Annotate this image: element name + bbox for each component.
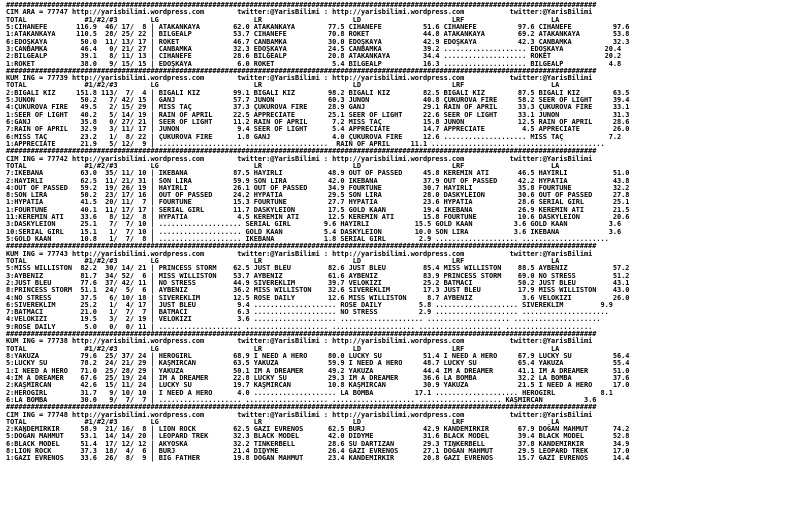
race-section xyxy=(6,68,796,148)
table-row: 2:BILGEALP 39.1 8/ 11/ 13 | CIHANEFE 28.6 BILGEALP 20.8 ATAKANKAYA 34.4 .................... ROKET 20.2 xyxy=(6,52,622,61)
table-row: 8:YAKUZA 79.6 25/ 37/ 24 | HEROGIRL 68.9 I NEED A HERO 80.0 LUCKY SU 51.4 I NEED A HERO 67.9 LUCKY SU 56.4 xyxy=(6,352,630,360)
table-row: 7:IKEBANA 63.0 35/ 11/ 10 | IKEBANA 87.5 HAYIRLI 48.9 OUT OF PASSED 45.8 KEREMIN ATI 46.5 HAYIRLI 51.0 xyxy=(6,169,630,178)
separator-line: ############################################################################################################################################### xyxy=(6,242,597,251)
separator-line: ############################################################################################################################################### xyxy=(6,403,597,412)
race-header: KUM ING = 77738 http://yarisbilimi.wordpress.com twitter:@YarisBilimi : http://yarisbilimi.wordpress.com twitter:@YarisBilimi xyxy=(6,337,593,346)
table-row: 7:BATMACI 21.0 1/ 7/ 7 | BATMACI 6.3 .................... NO STRESS 2.9 .................... ..................... xyxy=(6,308,609,317)
race-section xyxy=(6,148,796,243)
race-section xyxy=(6,331,796,404)
table-row: 8:SON LIRA 50.2 23/ 17/ 16 | OUT OF PASSED 24.2 HYPATIA 29.5 SON LIRA 28.0 DASKYLEION 30.6 OUT OF PASSED 27.8 xyxy=(6,191,630,200)
table-row: 11:KEREMIN ATI 33.6 8/ 12/ 8 | HYPATIA 4.5 KEREMIN ATI 12.5 KEREMIN ATI 15.8 FOURTUNE 10.6 DASKYLEION 20.6 xyxy=(6,213,630,222)
table-row: 2:KANDEMIRKIR 58.9 21/ 16/ 8 | LION ROCK 62.5 GAZI EVRENOS 62.5 BURJ 42.9 KANDEMIRKIR 67.9 DOĞAN MAHMUT 74.2 xyxy=(6,425,630,434)
table-row: 2:BIGALI KIZ 151.8 113/ 7/ 4 | BIGALI KIZ 99.1 BIGALI KIZ 98.2 BIGALI KIZ 82.5 BIGALI KIZ 87.5 BIGALI KIZ 63.5 xyxy=(6,88,630,97)
column-header: TOTAL #1/#2/#3 LG LR LD LRF LA xyxy=(6,15,560,24)
race-header: CIM ARA = 77747 http://yarisbilimi.wordpress.com twitter:@YarisBilimi : http://yarisbilimi.wordpress.com twitter:@YarisBilimi xyxy=(6,8,593,17)
table-row: 4:ÇUKUROVA FIRE 49.5 2/ 15/ 29 | MISS TAÇ 37.3 ÇUKUROVA FIRE 28.9 GANJ 29.1 RAIN OF APRIL 33.3 ÇUKUROVA FIRE 33.1 xyxy=(6,103,630,112)
table-row: 6:BLACK MODEL 51.4 17/ 12/ 12 | AKYOSKA 32.2 TINKERBELL 28.6 SU DARTIZAN 29.3 TINKERBELL 37.8 KANDEMIRKIR 34.9 xyxy=(6,439,630,448)
column-header: TOTAL #1/#2/#3 LG LR LD LRF LA xyxy=(6,344,560,353)
column-header: TOTAL #1/#2/#3 LG LR LD LRF LA xyxy=(6,256,560,265)
table-row: 3:CANBAMKA 46.4 0/ 21/ 27 | CANBAMKA 32.3 EDOŞKAYA 24.5 CANBAMKA 39.2 .................... EDOŞKAYA 20.4 xyxy=(6,44,622,53)
table-row: 5:CIHANEFE 116.9 46/ 17/ 8 | ATAKANKAYA 62.0 ATAKANKAYA 77.5 CIHANEFE 51.6 CIHANEFE 97.6 CIHANEFE 97.6 xyxy=(6,22,630,31)
separator-line: ############################################################################################################################################### xyxy=(6,2,597,9)
race-statistics-sheet xyxy=(6,2,796,526)
separator-line: ############################################################################################################################################### xyxy=(6,147,597,156)
table-row: 5:DOĞAN MAHMUT 53.1 14/ 14/ 20 | LEOPARD TREK 32.3 BLACK MODEL 42.0 DIDYME 31.6 BLACK MODEL 39.4 BLACK MODEL 52.8 xyxy=(6,432,630,441)
table-row: 4:OUT OF PASSED 59.2 19/ 26/ 19 | HAYIRLI 26.1 OUT OF PASSED 34.9 FOURTUNE 30.7 HAYIRLI 35.8 FOURTUNE 32.2 xyxy=(6,183,630,192)
table-row: 5:MISS WILLISTON 82.2 30/ 14/ 21 | PRINCESS STORM 62.5 JUST BLEU 82.6 JUST BLEU 85.4 MISS WILLISTON 88.5 AYBENIZ 57.2 xyxy=(6,264,630,273)
table-row: 8:LION ROCK 37.3 18/ 4/ 6 | BURJ 21.4 DIDYME 26.4 GAZI EVRENOS 27.1 DOĞAN MAHMUT 29.5 LEOPARD TREK 17.0 xyxy=(6,447,630,456)
table-row: 6:EDOŞKAYA 50.0 11/ 13/ 17 | ROKET 46.7 CANBAMKA 30.0 EDOŞKAYA 42.9 EDOŞKAYA 42.3 CANBAMKA 32.3 xyxy=(6,37,630,46)
table-row: 5:LUCKY SU 78.2 24/ 21/ 29 | KAŞMIRCAN 63.5 YAKUZA 59.9 I NEED A HERO 48.7 LUCKY SU 65.4 YAKUZA 55.4 xyxy=(6,359,630,368)
table-row: 1:HYPATIA 41.5 20/ 11/ 7 | FOURTUNE 15.3 FOURTUNE 27.7 HYPATIA 23.6 HYPATIA 28.6 SERIAL GIRL 25.1 xyxy=(6,198,630,207)
table-row: 10:SERIAL GIRL 15.1 1/ 7/ 10 | .................... GOLD KAAN 5.4 DASKYLEION 10.0 SON LIRA 3.6 IKEBANA 3.6 xyxy=(6,227,622,236)
column-header: TOTAL #1/#2/#3 LG LR LD LRF LA xyxy=(6,81,560,90)
table-row: 4:VELOKIZI 19.5 3/ 2/ 19 | VELOKIZI 3.6 .................... .................... .................... ..................... xyxy=(6,315,601,324)
table-row: 2:KAŞMIRCAN 42.6 15/ 11/ 24 | LUCKY SU 19.7 KAŞMIRCAN 10.8 KAŞMIRCAN 30.9 YAKUZA 21.5 I NEED A HERO 17.0 xyxy=(6,381,630,390)
table-row: 7:RAIN OF APRIL 32.9 3/ 11/ 17 | JUNON 9.4 SEER OF LIGHT 5.4 APPRECIATE 14.7 APPRECIATE 4.5 APPRECIATE 26.0 xyxy=(6,125,630,134)
table-row: 2:HEROGIRL 31.7 9/ 10/ 10 | I NEED A HERO 4.0 .................... LA BOMBA 17.1 .................... HEROGIRL 8.1 xyxy=(6,388,613,397)
table-row: 9:ROSE DAILY 5.0 0/ 0/ 11 | .................... .................... .................... .................... ..................... xyxy=(6,322,593,331)
separator-line: ############################################################################################################################################### xyxy=(6,66,597,75)
table-row: 1:SEER OF LIGHT 40.2 5/ 14/ 19 | RAIN OF APRIL 22.5 APPRECIATE 25.1 SEER OF LIGHT 22.6 SEER OF LIGHT 33.1 JUNON 31.3 xyxy=(6,110,630,119)
table-row: 4:NO STRESS 37.5 6/ 10/ 18 | SIVEREKLIM 12.5 ROSE DAILY 12.6 MISS WILLISTON 8.7 AYBENIZ 3.6 VELOKIZI 26.0 xyxy=(6,293,630,302)
race-header: CIM ING = 77742 http://yarisbilimi.wordpress.com twitter:@YarisBilimi : http://yarisbilimi.wordpress.com twitter:@YarisBilimi xyxy=(6,154,593,163)
table-row: 1:GAZI EVRENOS 33.6 26/ 8/ 9 | BIG FATHER 19.8 DOĞAN MAHMUT 23.4 KANDEMIRKIR 20.8 GAZI EVRENOS 15.7 GAZI EVRENOS 14.4 xyxy=(6,454,630,463)
race-header: KUM ING = 77743 http://yarisbilimi.wordpress.com twitter:@YarisBilimi : http://yarisbilimi.wordpress.com twitter:@YarisBilimi xyxy=(6,249,593,258)
table-row: 6:SIVEREKLIM 25.2 1/ 4/ 17 | JUST BLEU 9.4 .................... ROSE DAILY 5.8 .................... SIVEREKLIM 9.9 xyxy=(6,300,613,309)
column-header: TOTAL #1/#2/#3 LG LR LD LRF LA xyxy=(6,417,560,426)
table-row: 4:IM A DREAMER 67.6 25/ 19/ 24 | IM A DREAMER 22.8 LUCKY SU 29.3 IM A DREAMER 36.6 LA BOMBA 32.2 LA BOMBA 37.6 xyxy=(6,373,630,382)
table-row: 8:PRINCESS STORM 51.1 24/ 5/ 6 | AYBENIZ 36.2 MISS WILLISTON 32.6 SIVEREKLIM 17.3 JUST BLEU 17.9 MISS WILLISTON 43.0 xyxy=(6,286,630,295)
table-row: 1:ATAKANKAYA 110.5 28/ 25/ 22 | BILGEALP 53.7 CIHANEFE 70.8 ROKET 44.8 ATAKANKAYA 69.2 ATAKANKAYA 53.8 xyxy=(6,30,630,39)
table-row: 1:ROKET 38.0 9/ 15/ 15 | EDOŞKAYA 6.0 ROKET 5.4 BILGEALP 16.3 .................... BILGEALP 4.8 xyxy=(6,59,622,68)
table-row: 1:APPRECIATE 21.9 5/ 12/ 9 | .................... .................... RAIN OF APRIL 11.1 .................... ..................... xyxy=(6,139,605,148)
table-row: 2:JUST BLEU 77.6 37/ 42/ 11 | NO STRESS 44.9 SIVEREKLIM 39.7 VELOKIZI 25.2 BATMACI 50.2 JUST BLEU 43.1 xyxy=(6,278,630,287)
column-header: TOTAL #1/#2/#3 LG LR LD LRF LA xyxy=(6,161,560,170)
table-row: 3:DASKYLEION 25.1 7/ 7/ 10 | .................... SERIAL GIRL 9.6 HAYIRLI 15.5 GOLD KAAN 3.6 GOLD KAAN 3.6 xyxy=(6,220,622,229)
table-row: 1:I NEED A HERO 71.0 25/ 28/ 29 | YAKUZA 50.1 IM A DREAMER 49.2 YAKUZA 44.4 IM A DREAMER 41.1 IM A DREAMER 51.0 xyxy=(6,366,630,375)
race-section xyxy=(6,2,796,68)
table-row: 2:HAYIRLI 62.5 11/ 21/ 31 | SON LIRA 59.9 SON LIRA 42.0 IKEBANA 37.9 OUT OF PASSED 42.2 HYPATIA 43.8 xyxy=(6,176,630,185)
table-row: 6:GANJ 35.8 0/ 27/ 21 | SEER OF LIGHT 11.2 RAIN OF APRIL 7.2 MISS TAÇ 15.8 JUNON 12.5 RAIN OF APRIL 28.6 xyxy=(6,118,630,126)
race-section xyxy=(6,243,796,331)
table-row: 5:GOLD KAAN 10.8 1/ 7/ 8 | .................... IKEBANA 1.8 SERIAL GIRL 2.9 .................... ..................... xyxy=(6,235,609,243)
race-header: KUM ING = 77739 http://yarisbilimi.wordpress.com twitter:@YarisBilimi : http://yarisbilimi.wordpress.com twitter:@YarisBilimi xyxy=(6,74,593,83)
race-header: CIM ING = 77748 http://yarisbilimi.wordpress.com twitter:@YarisBilimi : http://yarisbilimi.wordpress.com twitter:@YarisBilimi xyxy=(6,410,593,419)
table-row: 1:FOURTUNE 40.1 11/ 17/ 17 | SERIAL GIRL 11.7 DASKYLEION 17.5 GOLD KAAN 19.4 IKEBANA 26.9 KEREMIN ATI 21.5 xyxy=(6,205,630,214)
race-section xyxy=(6,404,796,463)
table-row: 3:AYBENIZ 81.7 34/ 52/ 6 | MISS WILLISTON 53.7 AYBENIZ 61.6 AYBENIZ 83.9 PRINCESS STORM 69.0 NO STRESS 51.2 xyxy=(6,271,630,280)
table-row: 5:JUNON 50.2 7/ 42/ 15 | GANJ 57.7 JUNON 60.3 JUNON 40.8 ÇUKUROVA FIRE 58.2 SEER OF LIGHT 39.4 xyxy=(6,96,630,105)
table-row: 6:MISS TAÇ 23.2 1/ 8/ 22 | ÇUKUROVA FIRE 1.8 GANJ 4.0 ÇUKUROVA FIRE 12.6 .................... MISS TAÇ 7.2 xyxy=(6,132,622,141)
separator-line: ############################################################################################################################################### xyxy=(6,330,597,339)
table-row: 6:LA BOMBA 30.0 9/ 7/ 7 | .................... .................... .................... .................... KAŞMIRCAN 3.6 xyxy=(6,395,597,404)
